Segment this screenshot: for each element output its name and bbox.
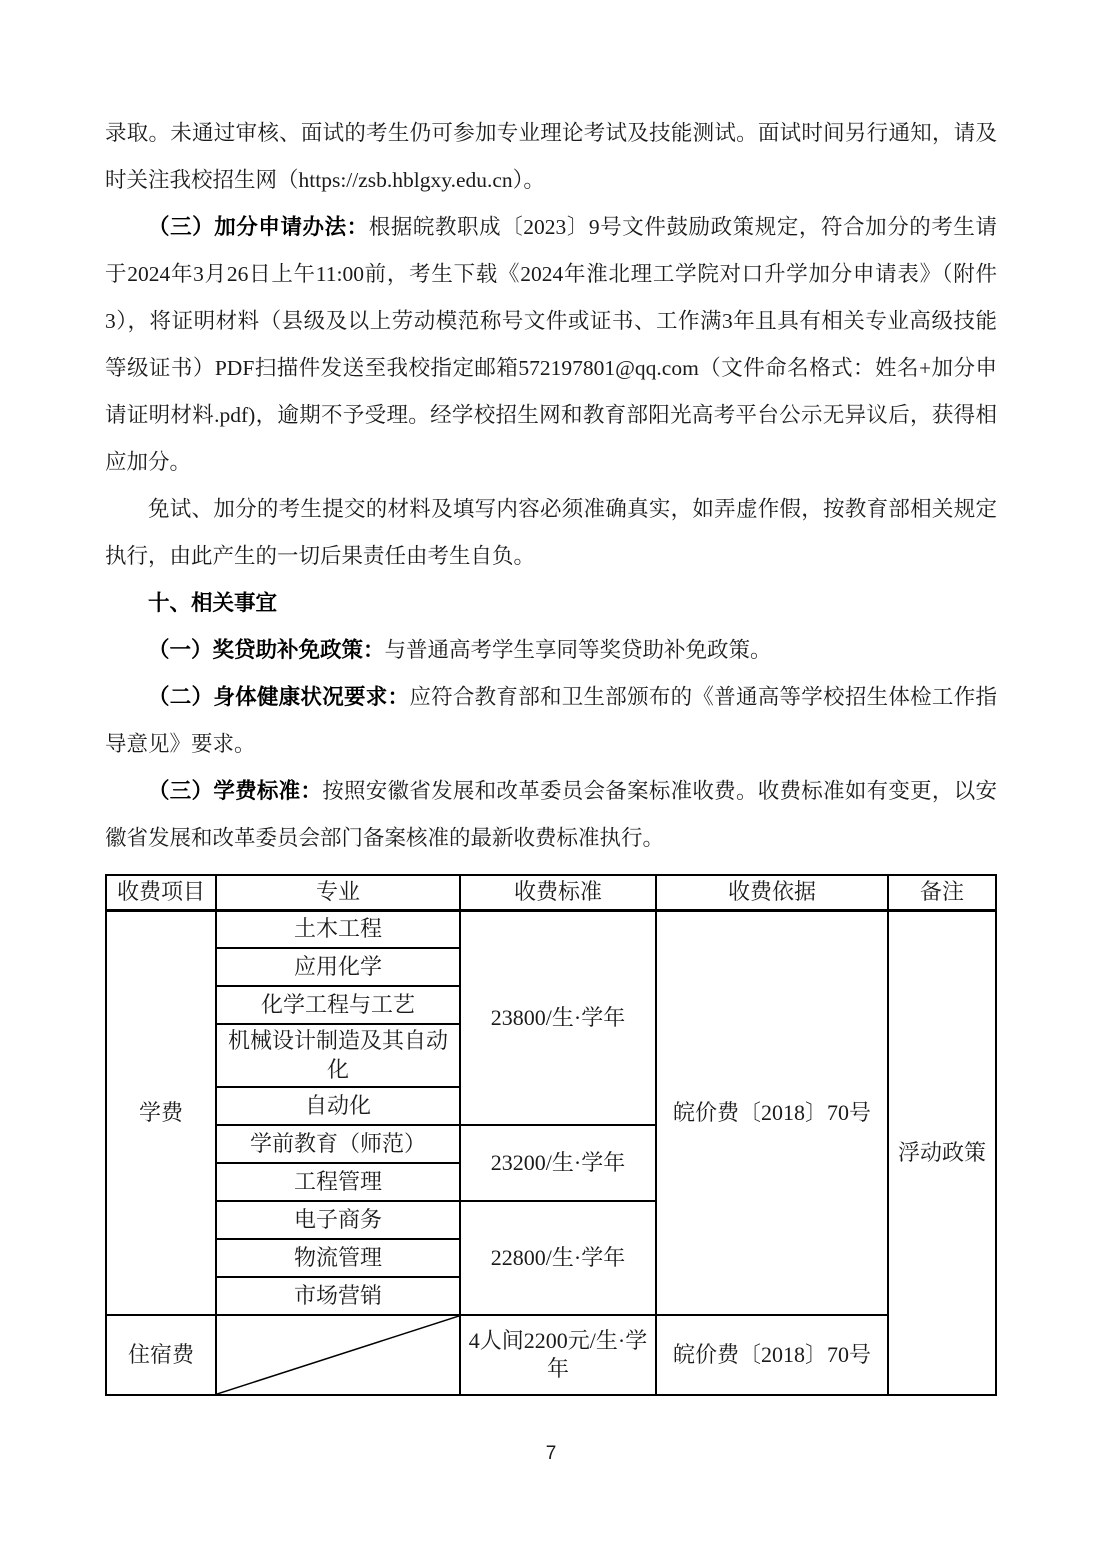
header-major: 专业: [216, 875, 460, 910]
table-row: [106, 1315, 996, 1395]
header-fee-standard: 收费标准: [460, 875, 656, 910]
cell-major-applied-chemistry: 应用化学: [216, 948, 460, 986]
paragraph-admission-continuation: 录取。未通过审核、面试的考生仍可参加专业理论考试及技能测试。面试时间另行通知，请及时关注我校招生网（https://zsb.hblgxy.edu.cn）。: [105, 121, 997, 192]
paragraph-text-health-requirement: 应符合教育部和卫生部颁布的《普通高等学校招生体检工作指导意见》要求。: [105, 685, 997, 756]
cell-basis-tuition: 皖价费〔2018〕70号: [656, 910, 888, 1315]
paragraph-text-tuition-standard: 按照安徽省发展和改革委员会备案标准收费。收费标准如有变更，以安徽省发展和改革委员会部门备案核准的最新收费标准执行。: [105, 779, 997, 850]
cell-basis-dorm: 皖价费〔2018〕70号: [656, 1315, 888, 1395]
paragraph-scholarship-policy: [105, 627, 997, 674]
cell-fee-item-tuition: 学费: [106, 910, 216, 1315]
cell-major-automation: 自动化: [216, 1087, 460, 1125]
paragraph-truthfulness-notice: 免试、加分的考生提交的材料及填写内容必须准确真实，如弄虚作假，按教育部相关规定执行，由此产生的一切后果责任由考生自负。: [105, 497, 997, 568]
cell-remark-floating-policy: 浮动政策: [888, 910, 996, 1395]
document-body: [105, 110, 997, 1396]
cell-fee-item-dorm: 住宿费: [106, 1315, 216, 1395]
cell-standard-23200: 23200/生·学年: [460, 1125, 656, 1201]
cell-diagonal-blank: [216, 1315, 460, 1395]
header-fee-basis: 收费依据: [656, 875, 888, 910]
cell-major-mechanical-design: 机械设计制造及其自动化: [216, 1024, 460, 1087]
paragraph-text-bonus-application: 根据皖教职成〔2023〕9号文件鼓励政策规定，符合加分的考生请于2024年3月26日上午11:00前，考生下载《2024年淮北理工学院对口升学加分申请表》（附件3），将证明材料（县级及以上劳动模范称号文件或证书、工作满3年且具有相关专业高级技能等级证书）PDF扫描件发送至我校指定邮箱572197801@qq.com（文件命名格式：姓名+加分申请证明材料.pdf)，逾期不予受理。经学校招生网和教育部阳光高考平台公示无异议后，获得相应加分。: [105, 215, 997, 474]
cell-major-marketing: 市场营销: [216, 1277, 460, 1315]
table-row: [106, 910, 996, 948]
cell-major-engineering-management: 工程管理: [216, 1163, 460, 1201]
cell-standard-dorm: 4人间2200元/生·学年: [460, 1315, 656, 1395]
fee-table: [105, 874, 997, 1396]
header-remark: 备注: [888, 875, 996, 910]
header-fee-item: 收费项目: [106, 875, 216, 910]
diagonal-line: [217, 1316, 459, 1394]
paragraph-bonus-application: [105, 204, 997, 486]
paragraph-lead-tuition-standard: （三）学费标准：: [148, 779, 323, 803]
paragraph-lead-bonus-application: （三）加分申请办法：: [148, 215, 369, 239]
paragraph-text-scholarship-policy: 与普通高考学生享同等奖贷助补免政策。: [384, 638, 772, 662]
cell-major-chemical-engineering: 化学工程与工艺: [216, 986, 460, 1024]
cell-major-ecommerce: 电子商务: [216, 1201, 460, 1239]
cell-standard-23800: 23800/生·学年: [460, 910, 656, 1125]
page-number: 7: [545, 1443, 557, 1464]
paragraph-health-requirement: [105, 674, 997, 768]
paragraph-tuition-standard: [105, 768, 997, 862]
cell-major-logistics-management: 物流管理: [216, 1239, 460, 1277]
fee-table-header-row: [106, 875, 996, 910]
paragraph-lead-health-requirement: （二）身体健康状况要求：: [148, 685, 410, 709]
paragraph-lead-scholarship-policy: （一）奖贷助补免政策：: [148, 638, 385, 662]
section-heading-related-matters: 十、相关事宜: [148, 591, 278, 615]
cell-standard-22800: 22800/生·学年: [460, 1201, 656, 1315]
cell-major-preschool-education: 学前教育（师范）: [216, 1125, 460, 1163]
cell-major-civil-engineering: 土木工程: [216, 910, 460, 948]
